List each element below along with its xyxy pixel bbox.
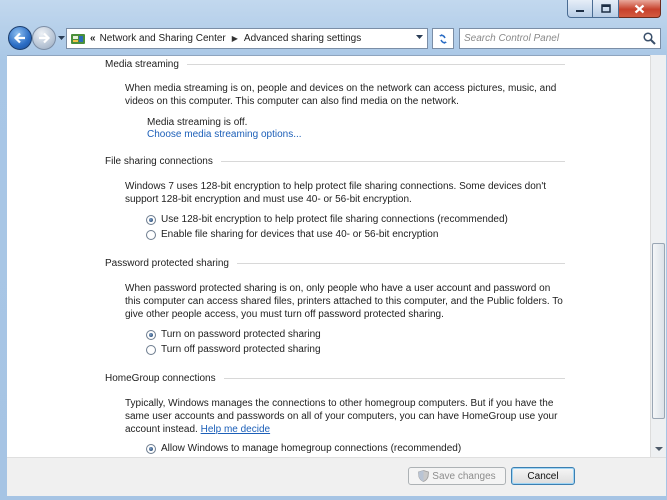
uac-shield-icon: [418, 470, 429, 482]
homegroup-header: [105, 371, 565, 385]
dialog-footer: [7, 457, 666, 496]
settings-content: [7, 55, 650, 458]
close-icon: [634, 4, 645, 14]
refresh-icon: [436, 33, 450, 45]
minimize-icon: [575, 5, 585, 13]
radio-label[interactable]: Enable file sharing for devices that use 40- or 56-bit encryption: [161, 229, 439, 240]
media-streaming-title: Media streaming: [105, 58, 179, 70]
scrollbar-thumb[interactable]: [652, 243, 665, 419]
navigation-bar: [0, 24, 667, 54]
breadcrumb-network-sharing-center[interactable]: Network and Sharing Center: [99, 33, 226, 44]
forward-button[interactable]: [32, 26, 56, 50]
breadcrumb-overflow-chevron[interactable]: «: [90, 33, 96, 44]
breadcrumb-separator-icon[interactable]: ▶: [231, 34, 238, 43]
radio-password-off[interactable]: [146, 344, 321, 355]
save-changes-button[interactable]: [408, 467, 506, 485]
homegroup-description: [125, 397, 565, 436]
radio-label[interactable]: Turn off password protected sharing: [161, 344, 321, 355]
save-changes-label: Save changes: [432, 470, 496, 482]
radio-128bit-encryption[interactable]: [146, 214, 508, 225]
section-divider: [224, 378, 565, 379]
chevron-down-icon: [58, 36, 65, 41]
radio-label[interactable]: Use 128-bit encryption to help protect file sharing connections (recommended): [161, 214, 508, 225]
recent-pages-dropdown[interactable]: [57, 34, 65, 42]
maximize-icon: [601, 4, 611, 13]
radio-button[interactable]: [146, 215, 156, 225]
password-sharing-description: When password protected sharing is on, only people who have a user account and password on this computer can access shared files, printers attached to this computer, and the Public folders. To give other people access, you must turn off password protected sharing.: [125, 283, 563, 320]
media-streaming-header: [105, 57, 565, 71]
search-icon[interactable]: [643, 32, 656, 45]
address-dropdown-icon[interactable]: [416, 35, 423, 40]
section-divider: [187, 64, 565, 65]
vertical-scrollbar[interactable]: [650, 55, 666, 457]
password-sharing-header: [105, 256, 565, 270]
radio-button[interactable]: [146, 230, 156, 240]
cancel-button[interactable]: Cancel: [511, 467, 575, 485]
search-box[interactable]: [459, 28, 661, 49]
file-sharing-title: File sharing connections: [105, 155, 213, 167]
radio-label[interactable]: Turn on password protected sharing: [161, 329, 321, 340]
radio-button[interactable]: [146, 330, 156, 340]
homegroup-title: HomeGroup connections: [105, 372, 216, 384]
file-sharing-description: Windows 7 uses 128-bit encryption to help protect file sharing connections. Some devices don't support 128-bit encryption and must use 40- or 56-bit encryption.: [125, 181, 547, 205]
section-divider: [221, 161, 565, 162]
homegroup-description-text: Typically, Windows manages the connections to other homegroup computers. But if you have the same user accounts and passwords on all of your computers, you can have HomeGroup use your account instead.: [125, 398, 558, 435]
close-button[interactable]: [619, 0, 661, 18]
control-panel-icon: [70, 32, 86, 46]
password-sharing-title: Password protected sharing: [105, 257, 229, 269]
maximize-button[interactable]: [593, 0, 619, 18]
refresh-button[interactable]: [432, 28, 454, 49]
file-sharing-header: [105, 154, 565, 168]
help-me-decide-link[interactable]: Help me decide: [200, 424, 271, 435]
media-streaming-options-link[interactable]: Choose media streaming options...: [147, 129, 302, 140]
address-bar[interactable]: [66, 28, 428, 49]
radio-password-on[interactable]: [146, 329, 321, 340]
minimize-button[interactable]: [567, 0, 593, 18]
radio-40-56bit-encryption[interactable]: [146, 229, 438, 240]
radio-button[interactable]: [146, 345, 156, 355]
breadcrumb-advanced-sharing-settings[interactable]: Advanced sharing settings: [243, 33, 362, 44]
forward-arrow-icon: [37, 32, 51, 44]
back-arrow-icon: [13, 32, 27, 44]
radio-label[interactable]: Allow Windows to manage homegroup connections (recommended): [161, 443, 462, 454]
media-streaming-status: Media streaming is off.: [147, 117, 248, 128]
search-input[interactable]: [464, 30, 640, 47]
media-streaming-description: When media streaming is on, people and devices on the network can access pictures, music, and videos on this computer. This computer can also find media on the network.: [125, 83, 557, 107]
caption-buttons: [567, 0, 661, 18]
scroll-down-arrow-icon[interactable]: [655, 447, 663, 452]
radio-button[interactable]: [146, 444, 156, 454]
section-divider: [237, 263, 565, 264]
back-button[interactable]: [8, 26, 32, 50]
radio-windows-manage-homegroup[interactable]: [146, 443, 461, 454]
